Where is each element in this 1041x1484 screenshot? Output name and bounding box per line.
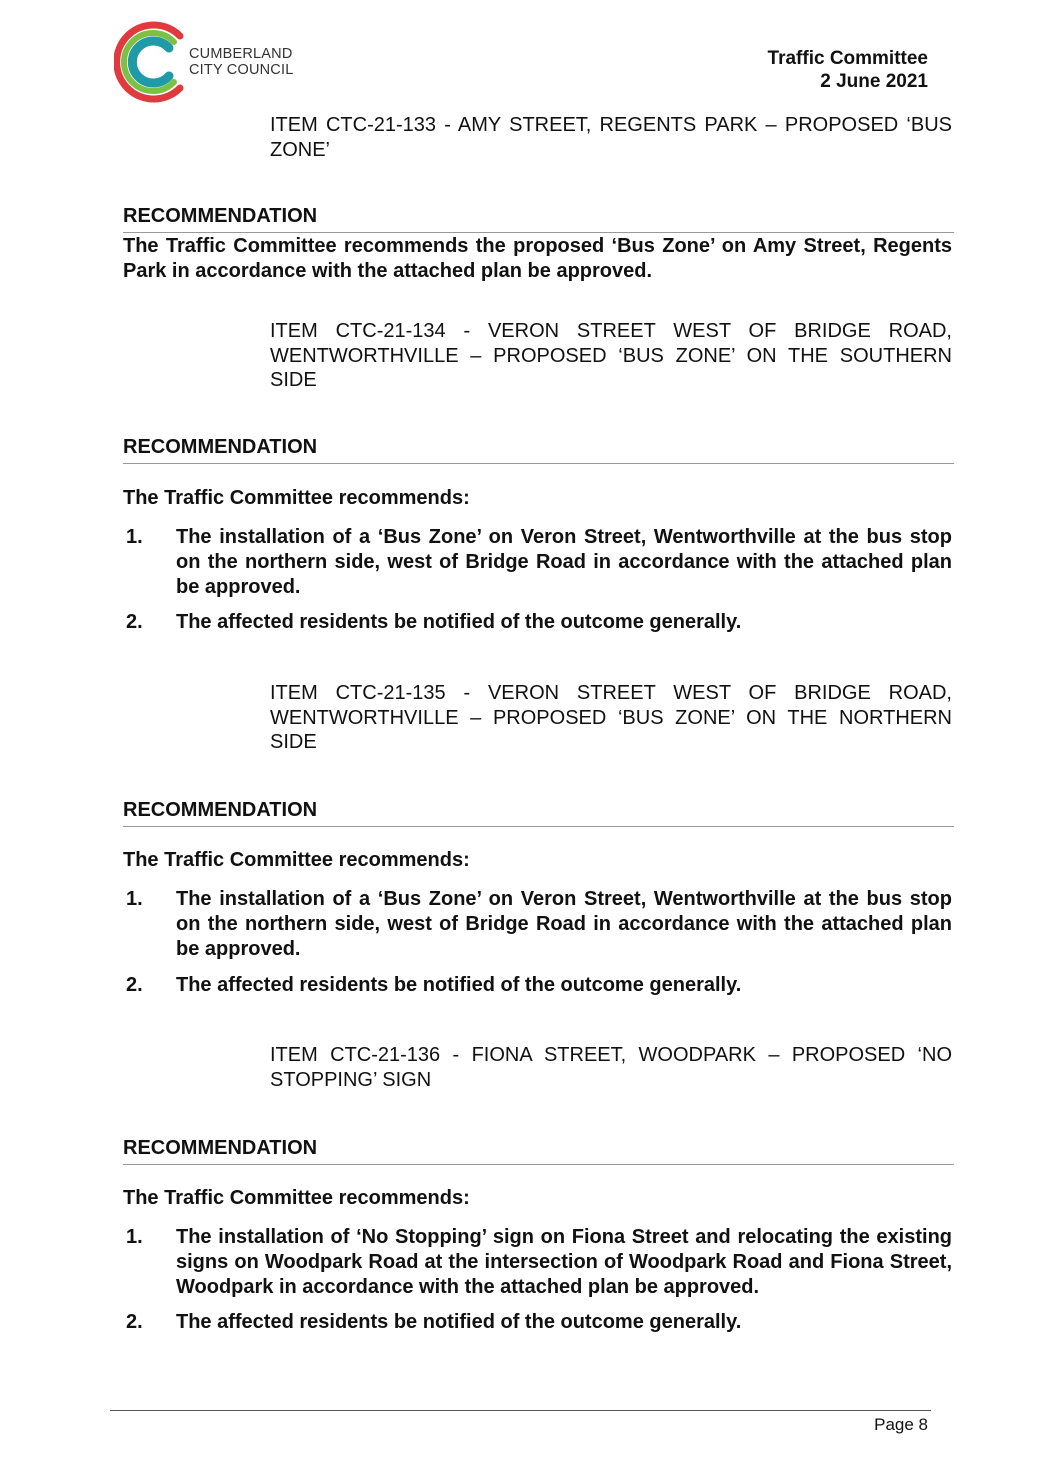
council-name-line2: CITY COUNCIL <box>189 62 294 78</box>
page-number: Page 8 <box>874 1415 928 1434</box>
council-logo-icon <box>114 20 194 104</box>
point-text: The installation of a ‘Bus Zone’ on Veron Street, Wentworthville at the bus stop on the northern side, west of Bridge Road in accordance with the attached plan be approved. <box>176 888 952 960</box>
item-title: ITEM CTC-21-133 - AMY STREET, REGENTS PARK – PROPOSED ‘BUS ZONE’ <box>270 114 952 161</box>
recommendation-point <box>126 525 952 600</box>
footer-divider <box>110 1410 931 1411</box>
item-title: ITEM CTC-21-134 - VERON STREET WEST OF BRIDGE ROAD, WENTWORTHVILLE – PROPOSED ‘BUS ZONE’ ON THE SOUTHERN SIDE <box>270 320 952 391</box>
point-text: The affected residents be notified of the outcome generally. <box>176 974 742 996</box>
document-header <box>768 47 928 93</box>
council-logo <box>114 20 304 104</box>
committee-name: Traffic Committee <box>767 48 928 69</box>
point-number: 1. <box>126 1226 143 1248</box>
council-name-line1: CUMBERLAND <box>189 46 293 62</box>
recommendation-heading: RECOMMENDATION <box>123 436 954 464</box>
point-text: The affected residents be notified of the outcome generally. <box>176 611 742 633</box>
recommendation-intro: The Traffic Committee recommends: <box>123 849 470 871</box>
point-number: 1. <box>126 526 143 548</box>
recommendation-intro: The Traffic Committee recommends: <box>123 1187 470 1209</box>
recommendation-point <box>126 1310 952 1335</box>
meeting-date: 2 June 2021 <box>820 71 928 92</box>
point-number: 2. <box>126 611 143 633</box>
council-name <box>189 46 293 78</box>
point-number: 2. <box>126 1311 143 1333</box>
recommendation-point <box>126 610 952 635</box>
item-title: ITEM CTC-21-135 - VERON STREET WEST OF BRIDGE ROAD, WENTWORTHVILLE – PROPOSED ‘BUS ZONE’ ON THE NORTHERN SIDE <box>270 682 952 753</box>
recommendation-text: The Traffic Committee recommends the proposed ‘Bus Zone’ on Amy Street, Regents Park in accordance with the attached plan be approved. <box>123 235 952 282</box>
recommendation-point <box>126 887 952 962</box>
recommendation-intro: The Traffic Committee recommends: <box>123 487 470 509</box>
recommendation-heading: RECOMMENDATION <box>123 205 954 233</box>
point-number: 2. <box>126 974 143 996</box>
recommendation-heading: RECOMMENDATION <box>123 1137 954 1165</box>
recommendation-heading: RECOMMENDATION <box>123 799 954 827</box>
point-text: The installation of a ‘Bus Zone’ on Veron Street, Wentworthville at the bus stop on the northern side, west of Bridge Road in accordance with the attached plan be approved. <box>176 526 952 598</box>
item-title: ITEM CTC-21-136 - FIONA STREET, WOODPARK – PROPOSED ‘NO STOPPING’ SIGN <box>270 1044 952 1091</box>
recommendation-point <box>126 1225 952 1300</box>
point-text: The affected residents be notified of the outcome generally. <box>176 1311 742 1333</box>
recommendation-point <box>126 973 952 998</box>
point-number: 1. <box>126 888 143 910</box>
point-text: The installation of ‘No Stopping’ sign on Fiona Street and relocating the existing signs on Woodpark Road at the intersection of Woodpark Road and Fiona Street, Woodpark in accordance with the attached plan be approved. <box>176 1226 952 1298</box>
